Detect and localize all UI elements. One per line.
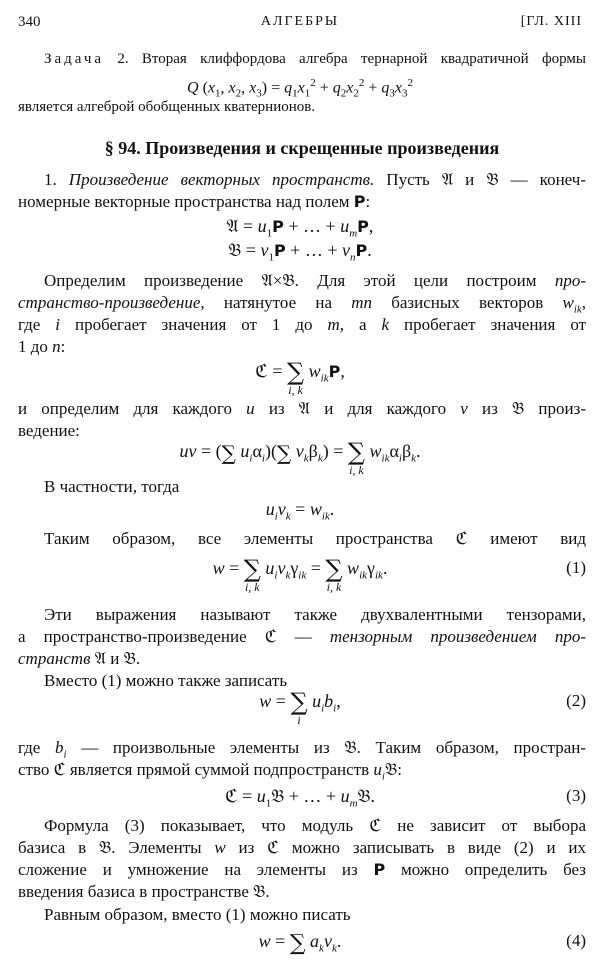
eq-2-number: (2) bbox=[566, 691, 586, 710]
eq-3-number: (3) bbox=[566, 786, 586, 805]
eq-A: 𝔄 = $u_1P$ + … + $u_mP$, bbox=[226, 216, 374, 240]
p6-line2: а пространство-произведение ℭ — тензорным произведением про- bbox=[18, 627, 587, 647]
p6-line1: Эти выражения называют также двухвалентными тензорами, bbox=[44, 605, 586, 624]
page-number: 340 bbox=[18, 14, 41, 30]
p2-line2: странство-произведение, натянутое на mn базисных векторов $w_{ik}$, bbox=[18, 293, 586, 316]
eq-B: 𝔅 = $v_1P$ + … + $v_nP$. bbox=[228, 240, 372, 264]
running-title: АЛГЕБРЫ bbox=[260, 14, 340, 29]
p6-line3: странств 𝔄 и 𝔅. bbox=[18, 649, 141, 669]
p2-line1: Определим произведение 𝔄×𝔅. Для этой цели построим про- bbox=[44, 271, 587, 291]
p5: Таким образом, все элементы пространства ℭ имеют вид bbox=[44, 529, 586, 549]
p9-line2: базиса в 𝔅. Элементы w из ℭ можно записывать в виде (2) и их bbox=[18, 838, 586, 858]
eq-1: w = ∑ i, k $u_iv_k\gamma_{ik}$ = ∑ i, k $w_{ik}\gamma_{ik}$. bbox=[212, 555, 388, 594]
task-text: 2. Вторая клиффордова алгебра тернарной квадратичной формы bbox=[117, 51, 587, 67]
eq-uivk: $u_iv_k = w_{ik}$. bbox=[265, 499, 335, 523]
p8-line1: где $b_i$ — произвольные элементы из 𝔅. Таким образом, простран- bbox=[18, 738, 587, 761]
p2-line4: 1 до n: bbox=[18, 337, 66, 356]
p7: Вместо (1) можно также записать bbox=[44, 671, 288, 690]
p1-line1: 1. Произведение векторных пространств. Пусть 𝔄 и 𝔅 — конеч- bbox=[44, 170, 587, 190]
p1-line2: номерные векторные пространства над полем P: bbox=[18, 192, 371, 211]
eq-4: w = ∑ $a_kv_k$. bbox=[258, 931, 342, 956]
p2-line3: где i пробегает значения от 1 до m, а k пробегает значения от bbox=[18, 315, 587, 334]
eq-3: ℭ = $u_1𝔅$ + … + $u_m𝔅$. bbox=[224, 786, 376, 810]
p4: В частности, тогда bbox=[44, 477, 180, 496]
chapter-marker: [ГЛ. XIII bbox=[520, 14, 582, 29]
task-formula: Q ($x_1$, $x_2$, $x_3) = q_1x_1^2 + q_2x_2^2 + q_3x_3^2$ bbox=[187, 77, 413, 100]
p10: Равным образом, вместо (1) можно писать bbox=[44, 905, 351, 924]
task-label: Задача bbox=[44, 51, 105, 67]
task-tail: является алгеброй обобщенных кватернионов. bbox=[18, 99, 316, 115]
eq-uv: uv = (∑ $u_i\alpha_i)(\sum$ $v_k\beta_k$) = ∑ i, k $w_{ik}\alpha_i\beta_k$. bbox=[179, 438, 421, 477]
p3-line2: ведение: bbox=[18, 421, 80, 440]
p9-line3: сложение и умножение на элементы из P можно определить без bbox=[18, 860, 586, 879]
eq-C: ℭ = ∑ i, k $w_{ik}P$, bbox=[255, 358, 345, 397]
task-statement bbox=[18, 49, 586, 69]
p8-line2: ство ℭ является прямой суммой подпространств $u_i𝔅$: bbox=[18, 760, 402, 783]
p9-line4: введения базиса в пространстве 𝔅. bbox=[18, 882, 270, 902]
eq-1-number: (1) bbox=[566, 558, 586, 577]
p3-line1: и определим для каждого u из 𝔄 и для каждого v из 𝔅 произ- bbox=[18, 399, 586, 419]
eq-2: w = ∑ i $u_ib_i$, bbox=[259, 688, 341, 727]
p9-line1: Формула (3) показывает, что модуль ℭ не зависит от выбора bbox=[44, 816, 586, 836]
section-heading: § 94. Произведения и скрещенные произведения bbox=[104, 138, 500, 158]
eq-4-number: (4) bbox=[566, 931, 586, 950]
